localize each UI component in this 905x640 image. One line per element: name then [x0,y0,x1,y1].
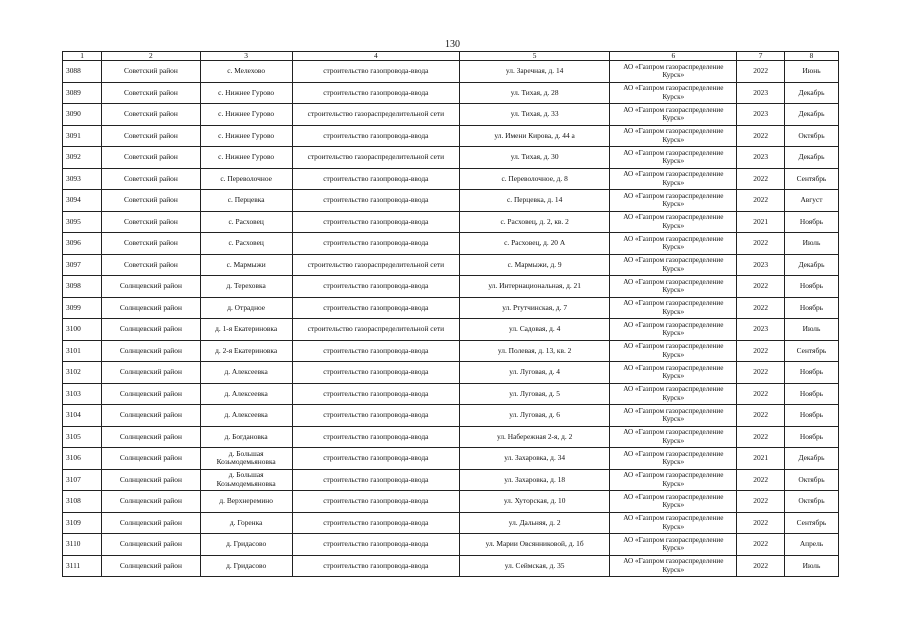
month-cell: Ноябрь [784,383,838,405]
table-row [63,61,839,83]
table-row [63,534,839,556]
work-type-cell: строительство газопровода-ввода [292,362,459,384]
table-row [63,211,839,233]
address-cell: ул. Сеймская, д. 35 [459,555,609,577]
operator-cell: АО «Газпром газораспределение Курск» [610,448,737,470]
address-cell: ул. Хуторская, д. 10 [459,491,609,513]
operator-cell: АО «Газпром газораспределение Курск» [610,233,737,255]
operator-cell: АО «Газпром газораспределение Курск» [610,555,737,577]
month-cell: Декабрь [784,147,838,169]
work-type-cell: строительство газопровода-ввода [292,190,459,212]
address-cell: ул. Захаровка, д. 18 [459,469,609,491]
work-type-cell: строительство газопровода-ввода [292,383,459,405]
row-number-cell: 3104 [63,405,102,427]
column-number-row [63,52,839,61]
table-row [63,254,839,276]
work-type-cell: строительство газопровода-ввода [292,405,459,427]
month-cell: Декабрь [784,448,838,470]
table-row [63,319,839,341]
table-row [63,362,839,384]
work-type-cell: строительство газораспределительной сети [292,319,459,341]
district-cell: Солнцевский район [102,362,200,384]
settlement-cell: д. Большая Козьмодемьяновка [200,448,292,470]
address-cell: с. Расховец, д. 20 А [459,233,609,255]
row-number-cell: 3099 [63,297,102,319]
column-number: 2 [102,52,200,61]
table-row [63,383,839,405]
district-cell: Советский район [102,211,200,233]
year-cell: 2022 [737,555,785,577]
district-cell: Советский район [102,125,200,147]
year-cell: 2021 [737,448,785,470]
district-cell: Солнцевский район [102,319,200,341]
row-number-cell: 3097 [63,254,102,276]
operator-cell: АО «Газпром газораспределение Курск» [610,491,737,513]
district-cell: Советский район [102,168,200,190]
settlement-cell: д. 2-я Екатериновка [200,340,292,362]
month-cell: Сентябрь [784,512,838,534]
table-row [63,233,839,255]
month-cell: Июль [784,319,838,341]
table-row [63,297,839,319]
year-cell: 2023 [737,254,785,276]
month-cell: Сентябрь [784,168,838,190]
month-cell: Август [784,190,838,212]
table-row [63,512,839,534]
settlement-cell: д. Алексеевка [200,383,292,405]
year-cell: 2022 [737,383,785,405]
operator-cell: АО «Газпром газораспределение Курск» [610,104,737,126]
work-type-cell: строительство газопровода-ввода [292,512,459,534]
table-row [63,125,839,147]
address-cell: ул. Полевая, д. 13, кв. 2 [459,340,609,362]
year-cell: 2023 [737,82,785,104]
row-number-cell: 3109 [63,512,102,534]
operator-cell: АО «Газпром газораспределение Курск» [610,319,737,341]
row-number-cell: 3093 [63,168,102,190]
year-cell: 2022 [737,362,785,384]
settlement-cell: д. Алексеевка [200,362,292,384]
settlement-cell: д. 1-я Екатериновка [200,319,292,341]
district-cell: Солнцевский район [102,534,200,556]
district-cell: Солнцевский район [102,448,200,470]
table-row [63,147,839,169]
table-row [63,491,839,513]
year-cell: 2023 [737,319,785,341]
operator-cell: АО «Газпром газораспределение Курск» [610,405,737,427]
district-cell: Солнцевский район [102,383,200,405]
district-cell: Советский район [102,254,200,276]
work-type-cell: строительство газопровода-ввода [292,168,459,190]
address-cell: ул. Захаровка, д. 34 [459,448,609,470]
address-cell: ул. Имени Кирова, д. 44 а [459,125,609,147]
row-number-cell: 3100 [63,319,102,341]
operator-cell: АО «Газпром газораспределение Курск» [610,340,737,362]
address-cell: с. Мармыжи, д. 9 [459,254,609,276]
row-number-cell: 3106 [63,448,102,470]
table-row [63,190,839,212]
month-cell: Декабрь [784,82,838,104]
address-cell: ул. Ртутчинская, д. 7 [459,297,609,319]
column-number: 8 [784,52,838,61]
work-type-cell: строительство газопровода-ввода [292,211,459,233]
month-cell: Ноябрь [784,426,838,448]
address-cell: ул. Марии Овсянниковой, д. 1б [459,534,609,556]
address-cell: ул. Тихая, д. 33 [459,104,609,126]
row-number-cell: 3105 [63,426,102,448]
year-cell: 2022 [737,276,785,298]
column-number: 7 [737,52,785,61]
district-cell: Солнцевский район [102,426,200,448]
year-cell: 2023 [737,104,785,126]
column-number: 1 [63,52,102,61]
settlement-cell: с. Мармыжи [200,254,292,276]
district-cell: Солнцевский район [102,491,200,513]
district-cell: Советский район [102,104,200,126]
district-cell: Советский район [102,82,200,104]
gasification-table [62,51,839,577]
address-cell: ул. Набережная 2-я, д. 2 [459,426,609,448]
work-type-cell: строительство газопровода-ввода [292,233,459,255]
district-cell: Советский район [102,61,200,83]
settlement-cell: д. Гридасово [200,534,292,556]
month-cell: Ноябрь [784,276,838,298]
month-cell: Ноябрь [784,405,838,427]
operator-cell: АО «Газпром газораспределение Курск» [610,125,737,147]
settlement-cell: с. Мелехово [200,61,292,83]
settlement-cell: с. Нижнее Гурово [200,125,292,147]
column-number: 5 [459,52,609,61]
work-type-cell: строительство газопровода-ввода [292,340,459,362]
year-cell: 2022 [737,405,785,427]
settlement-cell: с. Нижнее Гурово [200,104,292,126]
year-cell: 2021 [737,211,785,233]
work-type-cell: строительство газопровода-ввода [292,469,459,491]
row-number-cell: 3090 [63,104,102,126]
work-type-cell: строительство газораспределительной сети [292,147,459,169]
row-number-cell: 3091 [63,125,102,147]
month-cell: Октябрь [784,125,838,147]
row-number-cell: 3107 [63,469,102,491]
district-cell: Солнцевский район [102,469,200,491]
work-type-cell: строительство газопровода-ввода [292,82,459,104]
column-number: 4 [292,52,459,61]
table-row [63,555,839,577]
column-number: 6 [610,52,737,61]
operator-cell: АО «Газпром газораспределение Курск» [610,168,737,190]
table-row [63,340,839,362]
address-cell: ул. Тихая, д. 28 [459,82,609,104]
work-type-cell: строительство газопровода-ввода [292,125,459,147]
year-cell: 2022 [737,340,785,362]
row-number-cell: 3103 [63,383,102,405]
settlement-cell: с. Расховец [200,211,292,233]
year-cell: 2022 [737,233,785,255]
operator-cell: АО «Газпром газораспределение Курск» [610,147,737,169]
year-cell: 2022 [737,297,785,319]
table-row [63,426,839,448]
settlement-cell: д. Верхнеремино [200,491,292,513]
row-number-cell: 3095 [63,211,102,233]
address-cell: ул. Луговая, д. 5 [459,383,609,405]
year-cell: 2022 [737,61,785,83]
row-number-cell: 3092 [63,147,102,169]
district-cell: Солнцевский район [102,276,200,298]
settlement-cell: с. Переволочное [200,168,292,190]
month-cell: Ноябрь [784,211,838,233]
row-number-cell: 3102 [63,362,102,384]
operator-cell: АО «Газпром газораспределение Курск» [610,383,737,405]
work-type-cell: строительство газопровода-ввода [292,297,459,319]
table-row [63,276,839,298]
year-cell: 2022 [737,125,785,147]
row-number-cell: 3096 [63,233,102,255]
row-number-cell: 3101 [63,340,102,362]
row-number-cell: 3094 [63,190,102,212]
year-cell: 2022 [737,534,785,556]
column-number: 3 [200,52,292,61]
settlement-cell: д. Богдановка [200,426,292,448]
row-number-cell: 3098 [63,276,102,298]
address-cell: ул. Садовая, д. 4 [459,319,609,341]
month-cell: Октябрь [784,491,838,513]
row-number-cell: 3111 [63,555,102,577]
year-cell: 2022 [737,512,785,534]
district-cell: Советский район [102,190,200,212]
work-type-cell: строительство газопровода-ввода [292,276,459,298]
work-type-cell: строительство газораспределительной сети [292,254,459,276]
month-cell: Октябрь [784,469,838,491]
address-cell: ул. Луговая, д. 6 [459,405,609,427]
year-cell: 2023 [737,147,785,169]
settlement-cell: д. Большая Козьмодемьяновка [200,469,292,491]
operator-cell: АО «Газпром газораспределение Курск» [610,190,737,212]
month-cell: Декабрь [784,254,838,276]
month-cell: Июнь [784,61,838,83]
address-cell: ул. Луговая, д. 4 [459,362,609,384]
work-type-cell: строительство газопровода-ввода [292,426,459,448]
address-cell: с. Переволочное, д. 8 [459,168,609,190]
table-row [63,469,839,491]
month-cell: Декабрь [784,104,838,126]
operator-cell: АО «Газпром газораспределение Курск» [610,82,737,104]
month-cell: Ноябрь [784,297,838,319]
month-cell: Апрель [784,534,838,556]
operator-cell: АО «Газпром газораспределение Курск» [610,426,737,448]
month-cell: Июль [784,233,838,255]
month-cell: Сентябрь [784,340,838,362]
operator-cell: АО «Газпром газораспределение Курск» [610,61,737,83]
year-cell: 2022 [737,426,785,448]
table-row [63,405,839,427]
settlement-cell: с. Расховец [200,233,292,255]
row-number-cell: 3088 [63,61,102,83]
district-cell: Солнцевский район [102,340,200,362]
address-cell: ул. Тихая, д. 30 [459,147,609,169]
address-cell: с. Расховец, д. 2, кв. 2 [459,211,609,233]
month-cell: Ноябрь [784,362,838,384]
table-row [63,168,839,190]
district-cell: Солнцевский район [102,405,200,427]
settlement-cell: д. Тереховка [200,276,292,298]
operator-cell: АО «Газпром газораспределение Курск» [610,512,737,534]
table-row [63,448,839,470]
year-cell: 2022 [737,491,785,513]
year-cell: 2022 [737,469,785,491]
month-cell: Июль [784,555,838,577]
row-number-cell: 3089 [63,82,102,104]
table-row [63,82,839,104]
address-cell: ул. Дальняя, д. 2 [459,512,609,534]
year-cell: 2022 [737,190,785,212]
settlement-cell: д. Отрадное [200,297,292,319]
operator-cell: АО «Газпром газораспределение Курск» [610,362,737,384]
address-cell: ул. Заречная, д. 14 [459,61,609,83]
settlement-cell: с. Нижнее Гурово [200,147,292,169]
operator-cell: АО «Газпром газораспределение Курск» [610,276,737,298]
district-cell: Советский район [102,147,200,169]
operator-cell: АО «Газпром газораспределение Курск» [610,254,737,276]
page-number: 130 [445,39,460,50]
settlement-cell: д. Гридасово [200,555,292,577]
settlement-cell: д. Горенка [200,512,292,534]
row-number-cell: 3110 [63,534,102,556]
operator-cell: АО «Газпром газораспределение Курск» [610,469,737,491]
work-type-cell: строительство газопровода-ввода [292,534,459,556]
work-type-cell: строительство газопровода-ввода [292,491,459,513]
operator-cell: АО «Газпром газораспределение Курск» [610,211,737,233]
row-number-cell: 3108 [63,491,102,513]
work-type-cell: строительство газопровода-ввода [292,61,459,83]
address-cell: ул. Интернациональная, д. 21 [459,276,609,298]
work-type-cell: строительство газораспределительной сети [292,104,459,126]
operator-cell: АО «Газпром газораспределение Курск» [610,534,737,556]
operator-cell: АО «Газпром газораспределение Курск» [610,297,737,319]
settlement-cell: с. Нижнее Гурово [200,82,292,104]
address-cell: с. Перцевка, д. 14 [459,190,609,212]
table-row [63,104,839,126]
district-cell: Солнцевский район [102,512,200,534]
settlement-cell: с. Перцевка [200,190,292,212]
work-type-cell: строительство газопровода-ввода [292,555,459,577]
year-cell: 2022 [737,168,785,190]
district-cell: Солнцевский район [102,555,200,577]
district-cell: Советский район [102,233,200,255]
settlement-cell: д. Алексеевка [200,405,292,427]
work-type-cell: строительство газопровода-ввода [292,448,459,470]
district-cell: Солнцевский район [102,297,200,319]
